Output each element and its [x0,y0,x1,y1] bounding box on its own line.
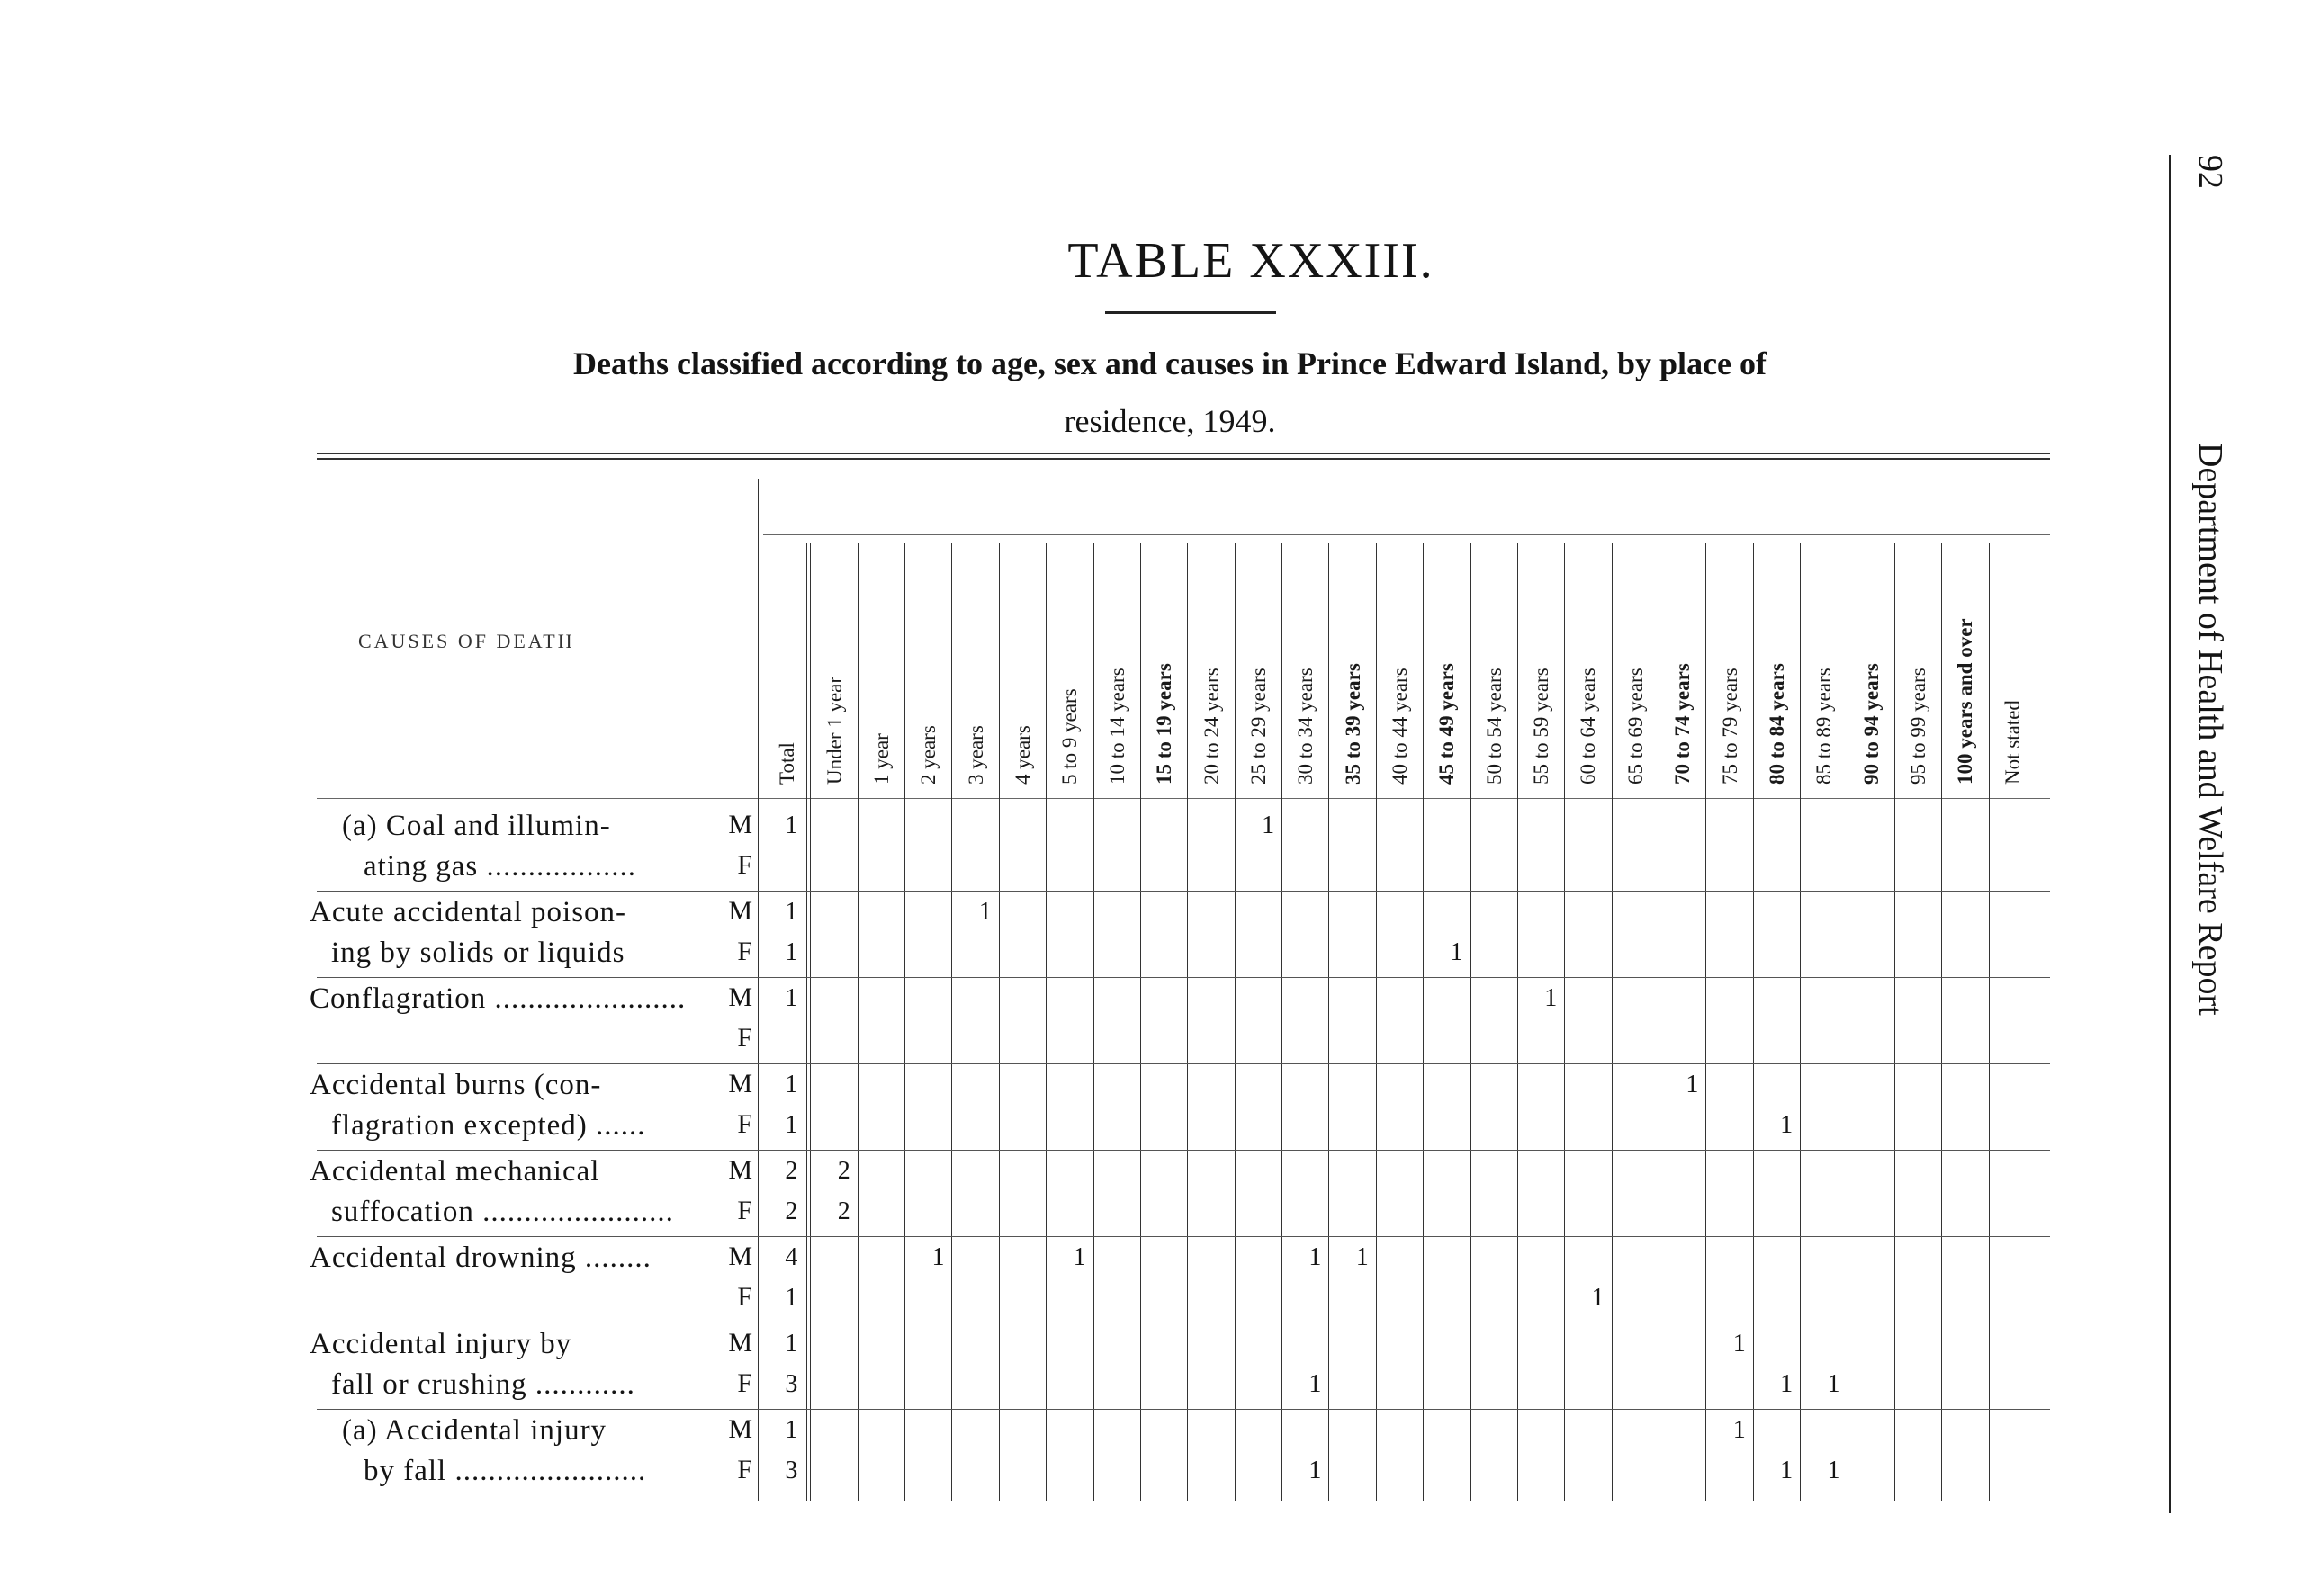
column-header: 50 to 54 years [1482,668,1506,785]
table-cell: 1 [1355,1243,1369,1271]
column-header: 85 to 89 years [1812,668,1836,785]
total-cell: 1 [785,1111,798,1139]
sex-code: F [737,1368,752,1398]
total-cell: 1 [785,1416,798,1444]
table-cell: 1 [1308,1457,1322,1484]
column-divider [1376,543,1377,1501]
table-title: TABLE XXXIII. [1067,233,1434,289]
column-divider [810,543,811,1501]
table-cell: 1 [1591,1284,1605,1312]
cause-label: (a) Accidental injury [342,1414,607,1447]
column-header: 55 to 59 years [1530,668,1553,785]
stub-divider [758,479,759,1501]
subtitle-line-2: residence, 1949. [1064,403,1276,439]
column-divider [1281,543,1282,1501]
total-cell: 1 [785,1330,798,1358]
table-cell: 1 [1732,1416,1746,1444]
column-header: 60 to 64 years [1577,668,1600,785]
table-cell: 1 [1780,1370,1794,1398]
table-cell: 1 [1732,1330,1746,1358]
column-header: 5 to 9 years [1058,688,1082,785]
table-cell: 2 [837,1157,850,1185]
column-header-bottom-rule-2 [317,798,2050,799]
group-divider [317,977,2050,978]
cause-label: suffocation ....................... [331,1196,674,1228]
column-header: Not stated [2001,700,2024,785]
column-header: 65 to 69 years [1623,668,1647,785]
column-header: 3 years [964,725,987,785]
cause-label: ating gas .................. [364,850,636,883]
report-title: Department of Health and Welfare Report [2191,443,2229,1016]
column-divider [904,543,905,1501]
total-cell: 1 [785,898,798,926]
column-divider [1328,543,1329,1501]
column-divider [1612,543,1613,1501]
column-divider [1894,543,1895,1501]
cause-label: (a) Coal and illumin- [342,810,611,842]
sex-code: M [728,1328,752,1358]
causes-of-death-header: CAUSES OF DEATH [358,630,575,652]
column-header: 80 to 84 years [1765,663,1788,785]
group-divider [317,1150,2050,1151]
column-divider [951,543,952,1501]
cause-label: Accidental drowning ........ [310,1242,652,1274]
table-cell: 1 [1827,1457,1840,1484]
table-cell: 1 [1308,1370,1322,1398]
column-header: 90 to 94 years [1859,663,1883,785]
total-cell: 2 [785,1197,798,1225]
column-header: 30 to 34 years [1294,668,1317,785]
column-divider [1564,543,1565,1501]
table-cell: 1 [1450,938,1463,966]
column-header: 20 to 24 years [1200,668,1223,785]
total-cell: 1 [785,1071,798,1098]
sex-code: M [728,896,752,926]
column-header: 15 to 19 years [1153,663,1176,785]
column-divider [1941,543,1942,1501]
column-divider [1140,543,1141,1501]
sex-code: F [737,1196,752,1225]
column-divider [1423,543,1424,1501]
cause-label: fall or crushing ............ [331,1368,635,1401]
total-cell: 2 [785,1157,798,1185]
column-header: 2 years [917,725,940,785]
column-divider [1753,543,1754,1501]
table-cell: 1 [1827,1370,1840,1398]
column-header: 35 to 39 years [1341,663,1364,785]
column-header-top-rule [763,534,2050,535]
subtitle-line-1: Deaths classified according to age, sex and causes in Prince Edward Island, by place of [572,345,1767,381]
sex-code: M [728,1155,752,1185]
cause-label: by fall ....................... [364,1455,647,1487]
column-header: 70 to 74 years [1671,663,1695,785]
group-divider [317,1409,2050,1410]
sex-code: M [728,1414,752,1444]
table-cell: 1 [1073,1243,1086,1271]
column-divider [1989,543,1990,1501]
column-divider [1046,543,1047,1501]
total-cell: 1 [785,938,798,966]
column-divider [806,543,807,1501]
table-cell: 1 [978,898,992,926]
column-header: 1 year [869,733,893,785]
column-divider [1093,543,1094,1501]
column-divider [1187,543,1188,1501]
group-divider [317,891,2050,892]
cause-label: ing by solids or liquids [331,937,625,969]
total-cell: 1 [785,811,798,839]
table-cell: 1 [1308,1243,1322,1271]
column-header: 45 to 49 years [1435,663,1459,785]
total-cell: 3 [785,1370,798,1398]
column-header: 25 to 29 years [1246,668,1270,785]
sex-code: F [737,1109,752,1139]
group-divider [317,1063,2050,1064]
page-number: 92 [2191,155,2229,189]
sex-code: F [737,1023,752,1053]
cause-label: Conflagration ....................... [310,982,687,1015]
column-divider [1470,543,1471,1501]
column-divider [1800,543,1801,1501]
sex-code: M [728,1069,752,1098]
column-divider [1517,543,1518,1501]
total-cell: 1 [785,1284,798,1312]
sex-code: F [737,1282,752,1312]
total-cell: 3 [785,1457,798,1484]
sex-code: F [737,850,752,880]
column-header: 10 to 14 years [1105,668,1129,785]
cause-label: flagration excepted) ...... [331,1109,646,1142]
column-header: 40 to 44 years [1389,668,1411,785]
column-header: 4 years [1012,725,1035,785]
table-cell: 1 [1262,811,1275,839]
total-cell: 4 [785,1243,798,1271]
column-divider [858,543,859,1501]
sex-code: F [737,1455,752,1484]
table-cell: 1 [1780,1457,1794,1484]
cause-label: Accidental burns (con- [310,1069,602,1101]
table-cell: 1 [1780,1111,1794,1139]
group-divider [317,1236,2050,1237]
sex-code: M [728,982,752,1012]
cause-label: Accidental injury by [310,1328,572,1360]
table-cell: 2 [837,1197,850,1225]
cause-label: Acute accidental poison- [310,896,627,928]
cause-label: Accidental mechanical [310,1155,600,1188]
table-cell: 1 [1686,1071,1699,1098]
column-header: Under 1 year [823,676,846,785]
total-cell: 1 [785,984,798,1012]
column-header: 75 to 79 years [1718,668,1741,785]
column-header: 100 years and over [1954,618,1977,785]
column-divider [999,543,1000,1501]
sex-code: M [728,810,752,839]
sex-code: M [728,1242,752,1271]
table-cell: 1 [931,1243,945,1271]
table-cell: 1 [1544,984,1558,1012]
sex-code: F [737,937,752,966]
column-header: 95 to 99 years [1907,668,1930,785]
column-divider [1235,543,1236,1501]
column-header: Total [776,742,799,785]
